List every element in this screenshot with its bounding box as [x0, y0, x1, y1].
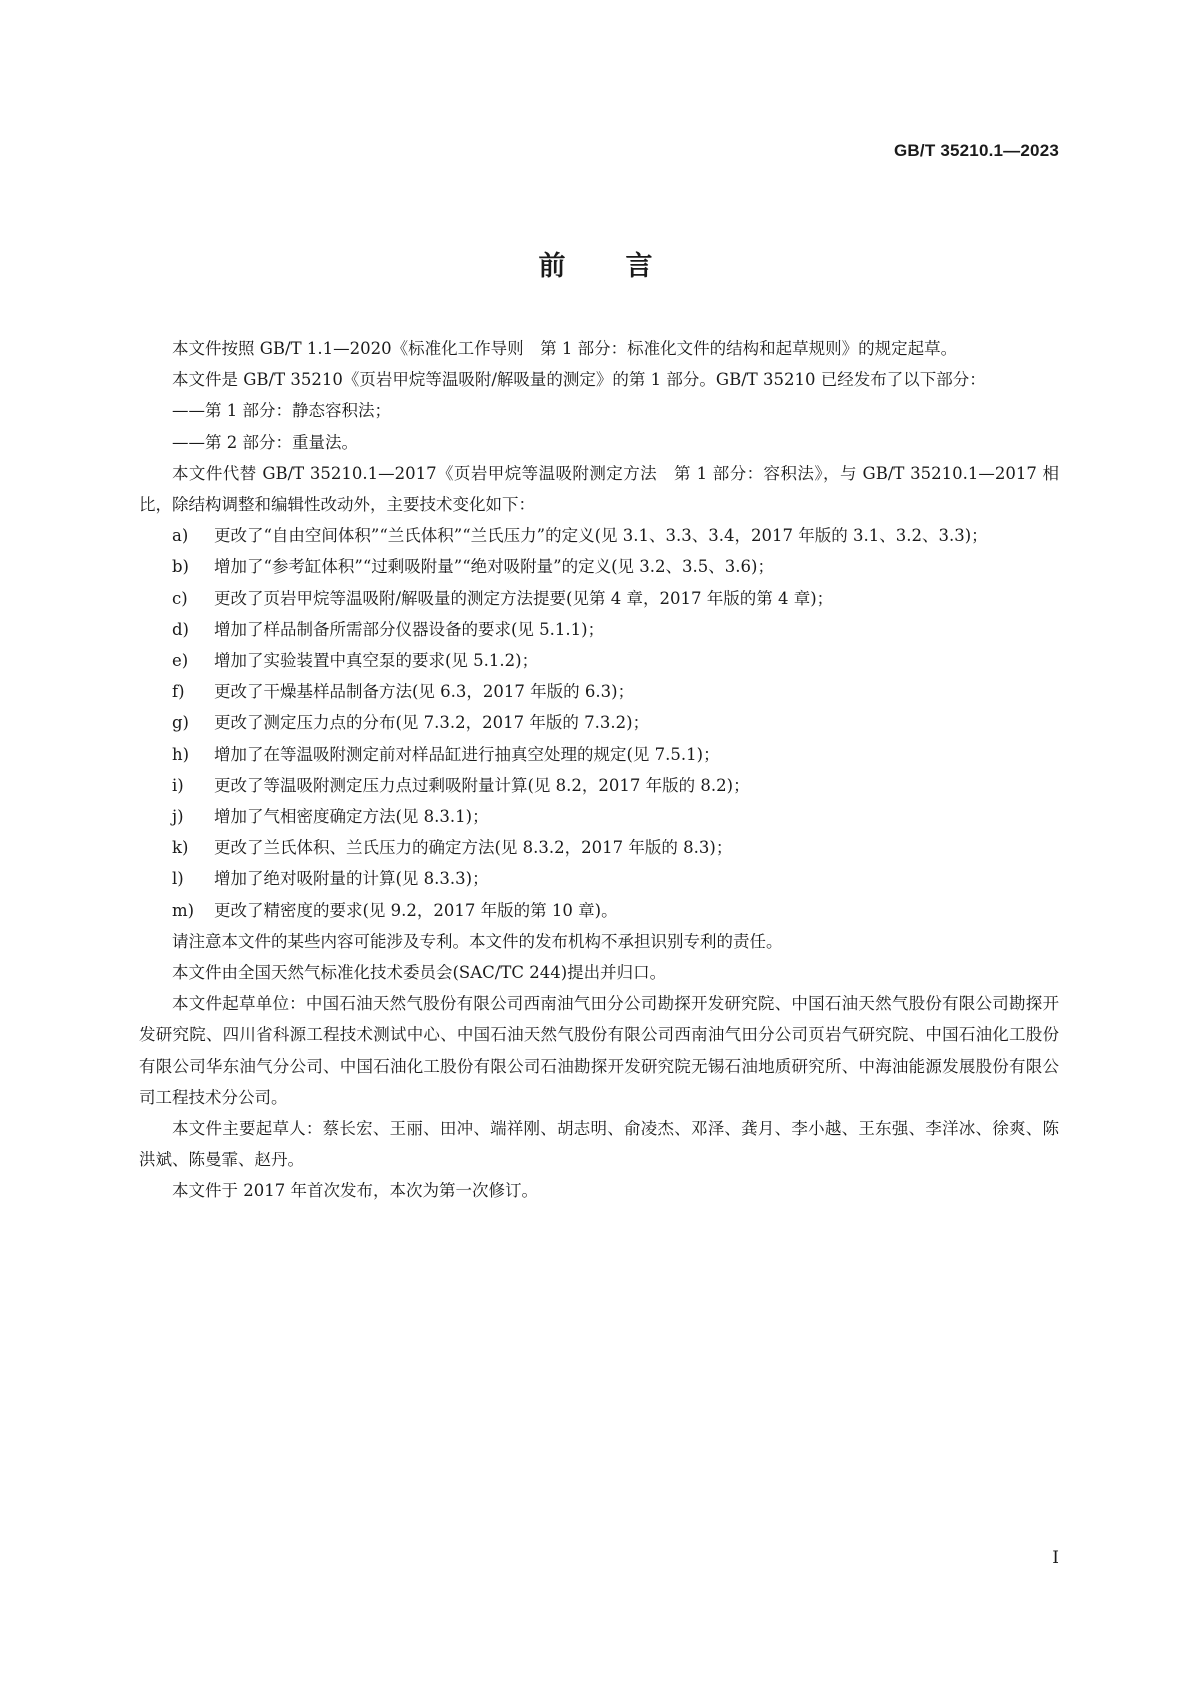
drafting-units-paragraph: 本文件起草单位：中国石油天然气股份有限公司西南油气田分公司勘探开发研究院、中国石油天然气股份有限公司勘探开发研究院、四川省科源工程技术测试中心、中国石油天然气股份有限公司西南油气田分公司页岩气研究院、中国石油化工股份有限公司华东油气分公司、中国石油化工股份有限公司石油勘探开发研究院无锡石油地质研究所、中海油能源发展股份有限公司工程技术分公司。: [139, 994, 1059, 1107]
change-item-label: a): [172, 526, 189, 546]
change-item-text: 更改了兰氏体积、兰氏压力的确定方法(见 8.3.2，2017 年版的 8.3)；: [214, 838, 733, 858]
change-item: [139, 614, 1059, 645]
change-item-label: k): [172, 838, 189, 858]
change-item: [139, 895, 1059, 926]
change-item: [139, 863, 1059, 894]
closing-paragraph: 本文件于 2017 年首次发布，本次为第一次修订。: [172, 1181, 538, 1201]
change-item: [139, 520, 1059, 551]
closing-paragraph: 请注意本文件的某些内容可能涉及专利。本文件的发布机构不承担识别专利的责任。: [172, 931, 783, 951]
technical-changes-list: [139, 520, 1059, 926]
change-item: [139, 707, 1059, 738]
page-title: 前言: [538, 251, 713, 282]
change-item-text: 更改了干燥基样品制备方法(见 6.3，2017 年版的 6.3)；: [214, 682, 635, 702]
change-item-text: 增加了气相密度确定方法(见 8.3.1)；: [214, 807, 489, 827]
change-item-label: b): [172, 557, 189, 577]
change-item: [139, 801, 1059, 832]
part-list-item: ——第 1 部分：静态容积法；: [172, 401, 391, 421]
change-item-text: 更改了等温吸附测定压力点过剩吸附量计算(见 8.2，2017 年版的 8.2)；: [214, 775, 750, 795]
document-body: [139, 333, 1059, 1207]
closing-paragraph: 本文件由全国天然气标准化技术委员会(SAC/TC 244)提出并归口。: [172, 963, 667, 983]
drafters-paragraph: 本文件主要起草人：蔡长宏、王丽、田冲、端祥刚、胡志明、俞凌杰、邓泽、龚月、李小越、王东强、李洋冰、徐爽、陈洪斌、陈曼霏、赵丹。: [139, 1119, 1059, 1170]
change-item: [139, 832, 1059, 863]
change-item: [139, 739, 1059, 770]
change-item: [139, 645, 1059, 676]
change-item-text: 增加了绝对吸附量的计算(见 8.3.3)；: [214, 869, 489, 889]
change-item-label: e): [172, 651, 189, 671]
change-item-label: d): [172, 619, 189, 639]
change-item-text: 增加了实验装置中真空泵的要求(见 5.1.2)；: [214, 651, 539, 671]
change-item-label: g): [172, 713, 189, 733]
change-item-label: i): [172, 775, 184, 795]
change-item-label: j): [172, 807, 184, 827]
intro-paragraph: 本文件按照 GB/T 1.1—2020《标准化工作导则 第 1 部分：标准化文件的结构和起草规则》的规定起草。: [172, 339, 958, 358]
change-item-text: 增加了样品制备所需部分仪器设备的要求(见 5.1.1)；: [214, 619, 605, 639]
change-item-text: 增加了在等温吸附测定前对样品缸进行抽真空处理的规定(见 7.5.1)；: [214, 744, 720, 764]
change-item-text: 更改了页岩甲烷等温吸附/解吸量的测定方法提要(见第 4 章，2017 年版的第 4 章)；: [214, 588, 834, 608]
intro-paragraph: 本文件是 GB/T 35210《页岩甲烷等温吸附/解吸量的测定》的第 1 部分。GB/T 35210 已经发布了以下部分：: [172, 370, 986, 390]
change-item: [139, 676, 1059, 707]
change-item-text: 增加了“参考缸体积”“过剩吸附量”“绝对吸附量”的定义(见 3.2、3.5、3.6)；: [214, 557, 774, 577]
change-item: [139, 551, 1059, 582]
change-item-label: f): [172, 682, 185, 702]
change-item: [139, 583, 1059, 614]
change-item-text: 更改了测定压力点的分布(见 7.3.2，2017 年版的 7.3.2)；: [214, 713, 650, 733]
change-item-text: 更改了“自由空间体积”“兰氏体积”“兰氏压力”的定义(见 3.1、3.3、3.4，2017 年版的 3.1、3.2、3.3)；: [214, 526, 988, 546]
change-item-label: c): [172, 588, 188, 608]
standard-number: GB/T 35210.1—2023: [894, 141, 1059, 160]
part-list-item: ——第 2 部分：重量法。: [172, 432, 358, 452]
replacement-paragraph: 本文件代替 GB/T 35210.1—2017《页岩甲烷等温吸附测定方法 第 1 部分：容积法》，与 GB/T 35210.1—2017 相比，除结构调整和编辑性改动外，主要技术变化如下：: [139, 463, 1059, 515]
change-item-label: m): [172, 900, 195, 920]
change-item: [139, 770, 1059, 801]
change-item-label: l): [172, 869, 184, 889]
page-number: I: [1052, 1548, 1059, 1568]
change-item-text: 更改了精密度的要求(见 9.2，2017 年版的第 10 章)。: [214, 900, 618, 920]
change-item-label: h): [172, 744, 190, 764]
